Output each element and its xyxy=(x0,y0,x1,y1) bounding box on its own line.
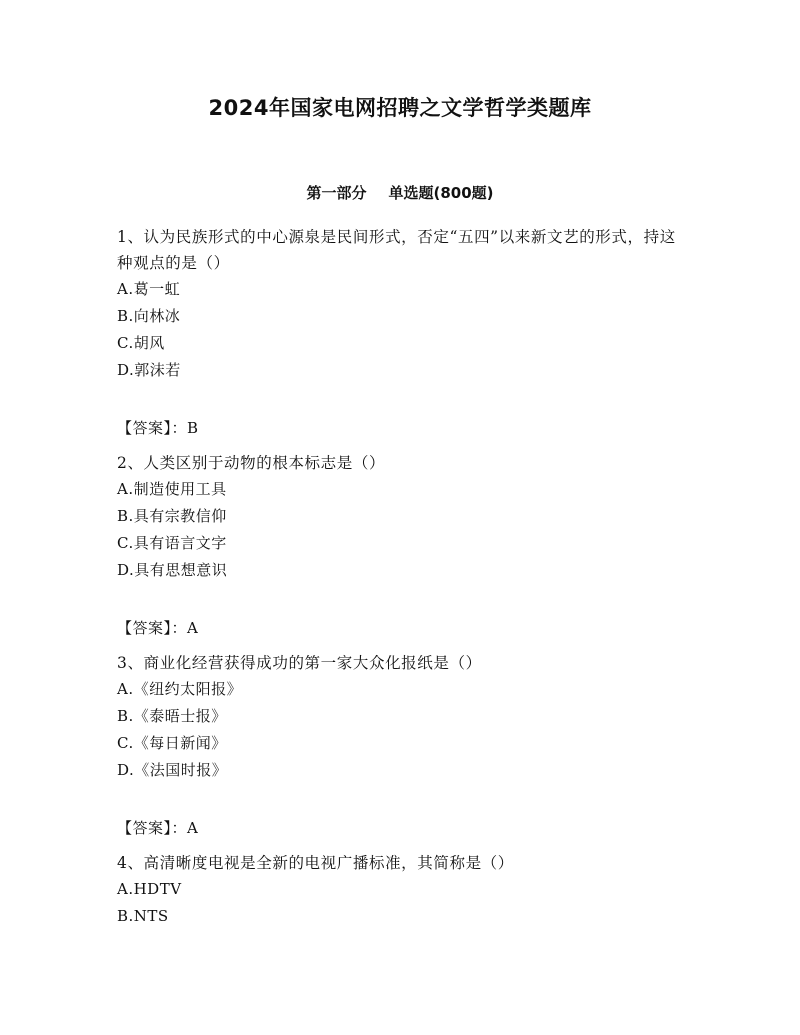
option-b: B.《泰晤士报》 xyxy=(117,707,227,725)
option-d: D.《法国时报》 xyxy=(117,761,228,779)
answer-value: A xyxy=(187,819,199,837)
question-stem: 4、高清晰度电视是全新的电视广播标准，其简称是（） xyxy=(117,854,514,872)
option-b: B.具有宗教信仰 xyxy=(117,507,227,525)
option-c: C.《每日新闻》 xyxy=(117,734,227,752)
answer-label: 【答案】： xyxy=(117,819,188,837)
question-2 xyxy=(117,450,687,641)
option-a: A.葛一虹 xyxy=(117,280,181,298)
answer-value: B xyxy=(187,419,199,437)
option-a: A.HDTV xyxy=(117,880,182,898)
question-stem: 3、商业化经营获得成功的第一家大众化报纸是（） xyxy=(117,654,482,672)
section-part: 第一部分 xyxy=(306,184,367,202)
question-stem: 1、认为民族形式的中心源泉是民间形式，否定“五四”以来新文艺的形式，持这种观点的是（） xyxy=(117,228,676,272)
option-b: B.NTS xyxy=(117,907,169,925)
answer-line xyxy=(117,615,687,641)
question-list xyxy=(117,224,687,930)
answer-line xyxy=(117,815,687,841)
option-d: D.郭沫若 xyxy=(117,361,181,379)
answer-label: 【答案】： xyxy=(117,619,188,637)
option-c: C.具有语言文字 xyxy=(117,534,227,552)
question-stem: 2、人类区别于动物的根本标志是（） xyxy=(117,454,386,472)
option-b: B.向林冰 xyxy=(117,307,181,325)
answer-line xyxy=(117,415,687,441)
question-3 xyxy=(117,650,687,841)
question-1 xyxy=(117,224,687,441)
section-title xyxy=(0,182,800,203)
document-title: 2024年国家电网招聘之文学哲学类题库 xyxy=(208,96,592,120)
answer-label: 【答案】： xyxy=(117,419,188,437)
option-a: A.《纽约太阳报》 xyxy=(117,680,243,698)
option-a: A.制造使用工具 xyxy=(117,480,227,498)
section-name: 单选题(800题) xyxy=(388,184,494,202)
option-c: C.胡风 xyxy=(117,334,165,352)
answer-value: A xyxy=(187,619,199,637)
question-4 xyxy=(117,850,687,930)
option-d: D.具有思想意识 xyxy=(117,561,228,579)
